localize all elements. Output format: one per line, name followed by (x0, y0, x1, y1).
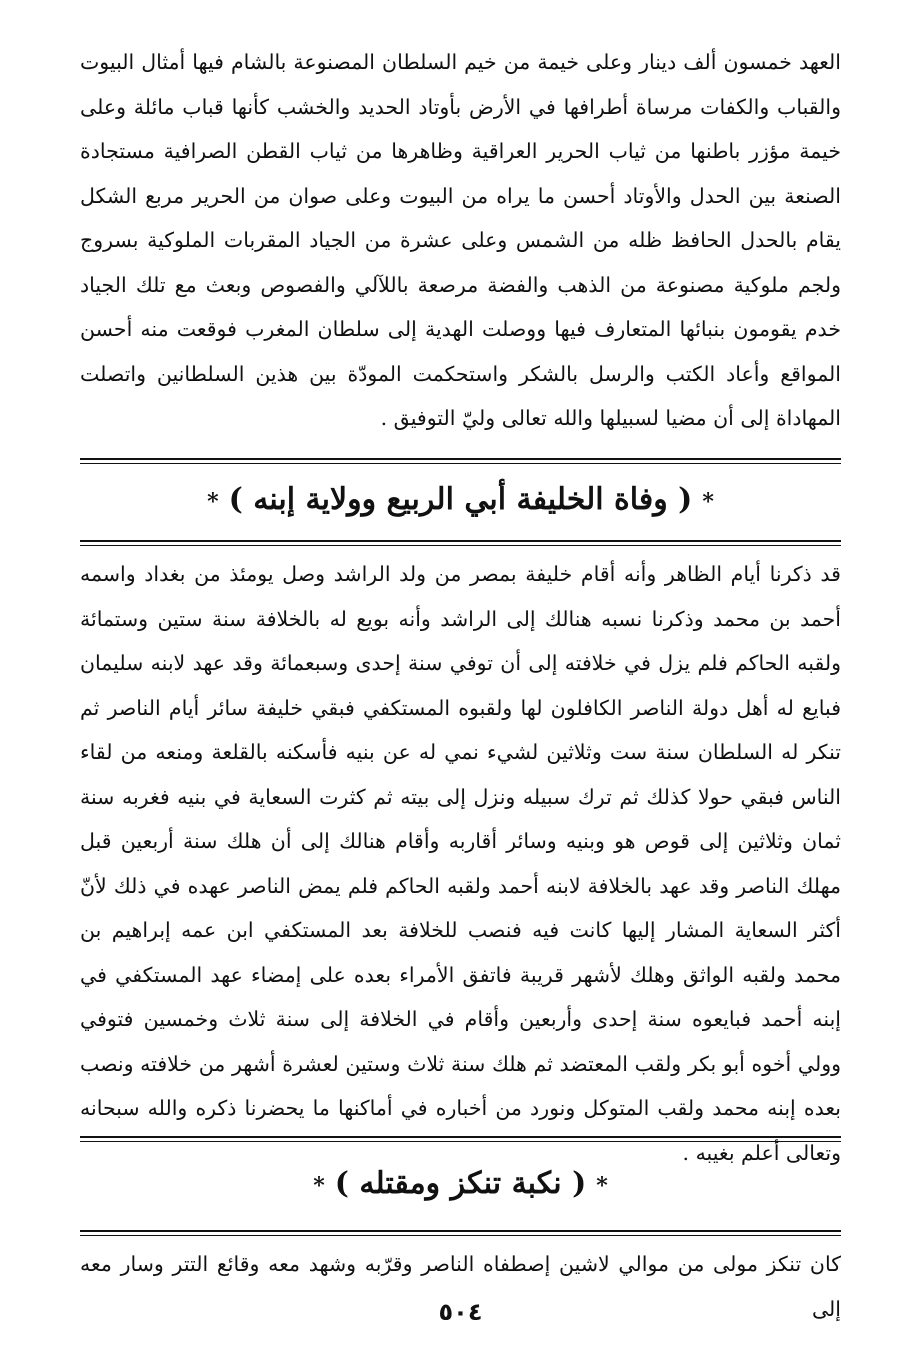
double-rule-top (80, 458, 841, 460)
paragraph-caliph-account: قد ذكرنا أيام الظاهر وأنه أقام خليفة بمصر من ولد الراشد وصل يومئذ من بغداد واسمه أحمد بن محمد وذكرنا نسبه هنالك إلى الراشد وأنه بويع له بالخلافة سنة ستين وستمائة ولقبه الحاكم فلم يزل في خلافته إلى أن توفي سنة إحدى وسبعمائة وقد عهد لابنه سليمان فبايع له أهل دولة الناصر الكافلون لها ولقبوه المستكفي فبقي خليفة سائر أيام الناصر ثم تنكر له السلطان سنة ست وثلاثين لشيء نمي له عن بنيه فأسكنه بالقلعة ومنعه من لقاء الناس فبقي حولا كذلك ثم ترك سبيله ونزل إلى بيته ثم كثرت السعاية في بنيه فغربه سنة ثمان وثلاثين إلى قوص هو وبنيه وسائر أقاربه وأقام هنالك إلى أن هلك سنة أربعين قبل مهلك الناصر وقد عهد بالخلافة لابنه أحمد ولقبه الحاكم فلم يمض الناصر عهده في ذلك لأنّ أكثر السعاية المشار إليها كانت فيه فنصب للخلافة بعد المستكفي ابن عمه إبراهيم بن محمد ولقبه الواثق وهلك لأشهر قريبة فاتفق الأمراء بعده على إمضاء عهد المستكفي في إبنه أحمد فبايعوه سنة إحدى وأربعين وأقام في الخلافة إلى سنة ثلاث وخمسين فتوفي وولي أخوه أبو بكر ولقب المعتضد ثم هلك سنة ثلاث وستين لعشرة أشهر من خلافته ونصب بعده إبنه محمد ولقب المتوكل ونورد من أخباره في أماكنها ما يحضرنا ذكره والله سبحانه وتعالى أعلم بغيبه . (80, 562, 842, 1165)
section-heading-caliph-death (80, 480, 841, 522)
paragraph-gift-of-sultan: العهد خمسون ألف دينار وعلى خيمة من خيم السلطان المصنوعة بالشام فيها أمثال البيوت والقباب والكفات مرساة أطرافها في الأرض بأوتاد الحديد والخشب كأنها قباب مائلة وعلى خيمة مؤزر باطنها من ثياب الحرير العراقية وظاهرها من ثياب القطن الصرافية مستجادة الصنعة بين الحدل والأوتاد أحسن ما يراه من البيوت وعلى صوان من الحرير مربع الشكل يقام بالحدل الحافظ ظله من الشمس وعلى عشرة من الجياد المقربات الملوكية بسروج ولجم ملوكية مصنوعة من الذهب والفضة مرصعة باللآلي والفصوص وبعث مع تلك الجياد خدم يقومون بنبائها المتعارف فيها ووصلت الهدية إلى سلطان المغرب فوقعت منه أحسن المواقع وأعاد الكتب والرسل بالشكر واستحكمت المودّة بين هذين السلطانين واتصلت المهاداة إلى أن مضيا لسبيلها والله تعالى وليّ التوفيق . (80, 50, 841, 430)
double-rule-bottom (80, 540, 841, 542)
heading-star-right: * (596, 1173, 608, 1199)
heading-star-left: * (313, 1173, 325, 1199)
section-divider-1 (80, 452, 841, 552)
double-rule-top-thin (80, 463, 841, 464)
double-rule-bottom-thin (80, 545, 841, 546)
heading-text: ( نكبة تنكز ومقتله ) (334, 1166, 587, 1201)
section-divider-2 (80, 1134, 841, 1242)
paragraph-tankiz-start: كان تنكز مولى من موالي لاشين إصطفاه الناصر وقرّبه وشهد معه وقائع التتر وسار معه إلى (80, 1252, 841, 1321)
double-rule-bottom (80, 1230, 841, 1232)
double-rule-top (80, 1136, 841, 1138)
page-number: ٥٠٤ (438, 1298, 483, 1326)
double-rule-top-thin (80, 1141, 841, 1142)
heading-star-left: * (207, 489, 219, 515)
double-rule-bottom-thin (80, 1235, 841, 1236)
heading-text: ( وفاة الخليفة أبي الربيع وولاية إبنه ) (228, 482, 693, 517)
section-heading-tankiz (80, 1164, 841, 1206)
heading-star-right: * (702, 489, 714, 515)
